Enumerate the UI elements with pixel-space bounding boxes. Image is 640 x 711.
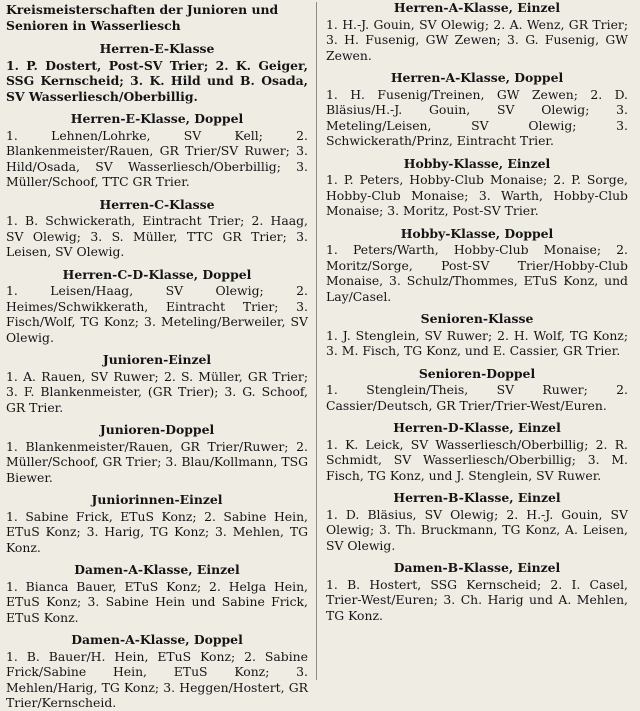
section-heading: Herren-B-Klasse, Einzel: [393, 490, 561, 505]
section-results: 1. P. Peters, Hobby-Club Monaise; 2. P. Sorge, Hobby-Club Monaise; 3. Warth, Hobby-Club Monaise; 3. Moritz, Post-SV Trier.: [326, 172, 628, 218]
results-section: [326, 311, 628, 359]
section-heading: Junioren-Doppel: [99, 422, 215, 437]
results-section: [6, 492, 308, 555]
column-divider: [316, 2, 317, 680]
results-section: [326, 490, 628, 553]
section-heading: Herren-A-Klasse, Einzel: [393, 0, 561, 15]
results-section: [326, 0, 628, 63]
results-section: [6, 41, 308, 104]
section-results: 1. Stenglein/Theis, SV Ruwer; 2. Cassier/Deutsch, GR Trier/Trier-West/Euren.: [326, 382, 628, 413]
section-results: 1. P. Dostert, Post-SV Trier; 2. K. Geiger, SSG Kernscheid; 3. K. Hild und B. Osada, SV Wasserliesch/Oberbillig.: [6, 57, 308, 104]
section-results: 1. B. Bauer/H. Hein, ETuS Konz; 2. Sabine Frick/Sabine Hein, ETuS Konz; 3. Mehlen/Harig, TG Konz; 3. Heggen/Hostert, GR Trier/Kernscheid.: [6, 648, 308, 710]
section-heading: Hobby-Klasse, Einzel: [403, 155, 551, 171]
right-column: [326, 0, 628, 682]
section-heading: Juniorinnen-Einzel: [91, 492, 223, 507]
section-results: 1. B. Hostert, SSG Kernscheid; 2. I. Casel, Trier-West/Euren; 3. Ch. Harig und A. Mehlen, TG Konz.: [326, 576, 628, 623]
results-section: [326, 70, 628, 149]
left-column: [6, 0, 308, 710]
section-results: 1. Peters/Warth, Hobby-Club Monaise; 2. Moritz/Sorge, Post-SV Trier/Hobby-Club Monaise, 3. Schulz/Thommes, ETuS Konz, und Lay/Casel.: [326, 242, 628, 304]
results-section: [326, 156, 628, 219]
results-section: [6, 352, 308, 415]
section-heading: Herren-E-Klasse, Doppel: [70, 111, 244, 126]
section-heading: Senioren-Doppel: [418, 365, 536, 381]
section-results: 1. J. Stenglein, SV Ruwer; 2. H. Wolf, TG Konz; 3. M. Fisch, TG Konz, und E. Cassier, GR Trier.: [326, 327, 628, 358]
section-heading: Damen-A-Klasse, Doppel: [71, 632, 243, 647]
section-heading: Herren-D-Klasse, Einzel: [393, 420, 561, 435]
section-results: 1. K. Leick, SV Wasserliesch/Oberbillig; 2. R. Schmidt, SV Wasserliesch/Oberbillig; 3. M. Fisch, TG Konz, und J. Stenglein, SV Ruwer.: [326, 436, 628, 483]
section-heading: Damen-A-Klasse, Einzel: [74, 562, 240, 577]
results-section: [6, 422, 308, 485]
section-results: 1. Leisen/Haag, SV Olewig; 2. Heimes/Schwikkerath, Eintracht Trier; 3. Fisch/Wolf, TG Konz; 3. Meteling/Berweiler, SV Olewig.: [6, 283, 308, 345]
article-intro: Kreismeisterschaften der Junioren und Senioren in Wasserliesch: [6, 2, 279, 33]
results-section: [326, 226, 628, 305]
section-heading: Damen-B-Klasse, Einzel: [393, 560, 561, 575]
section-heading: Herren-C-Klasse: [99, 196, 215, 212]
results-section: [6, 562, 308, 625]
section-results: 1. Sabine Frick, ETuS Konz; 2. Sabine Hein, ETuS Konz; 3. Harig, TG Konz; 3. Mehlen, TG Konz.: [6, 508, 308, 555]
section-heading: Junioren-Einzel: [102, 352, 212, 367]
section-results: 1. Bianca Bauer, ETuS Konz; 2. Helga Hein, ETuS Konz; 3. Sabine Hein und Sabine Frick, ETuS Konz.: [6, 578, 308, 625]
section-results: 1. H.-J. Gouin, SV Olewig; 2. A. Wenz, GR Trier; 3. H. Fusenig, GW Zewen; 3. G. Fusenig, GW Zewen.: [326, 16, 628, 63]
section-results: 1. D. Bläsius, SV Olewig; 2. H.-J. Gouin, SV Olewig; 3. Th. Bruckmann, TG Konz, A. Leisen, SV Olewig.: [326, 506, 628, 553]
section-results: 1. H. Fusenig/Treinen, GW Zewen; 2. D. Bläsius/H.-J. Gouin, SV Olewig; 3. Meteling/Leisen, SV Olewig; 3. Schwickerath/Prinz, Eintracht Trier.: [326, 86, 628, 148]
results-section: [326, 420, 628, 483]
results-section: [6, 111, 308, 190]
results-section: [6, 632, 308, 711]
section-heading: Hobby-Klasse, Doppel: [400, 225, 554, 241]
section-heading: Herren-A-Klasse, Doppel: [390, 70, 564, 85]
section-heading: Herren-E-Klasse: [99, 41, 215, 56]
section-results: 1. B. Schwickerath, Eintracht Trier; 2. Haag, SV Olewig; 3. S. Müller, TTC GR Trier; 3. Leisen, SV Olewig.: [6, 213, 308, 259]
section-heading: Senioren-Klasse: [420, 311, 534, 326]
results-section: [6, 197, 308, 260]
section-results: 1. Lehnen/Lohrke, SV Kell; 2. Blankenmeister/Rauen, GR Trier/SV Ruwer; 3. Hild/Osada, SV Wasserliesch/Oberbillig; 3. Müller/Schoof, TTC GR Trier.: [6, 127, 308, 189]
results-section: [326, 366, 628, 414]
results-section: [6, 267, 308, 346]
section-results: 1. A. Rauen, SV Ruwer; 2. S. Müller, GR Trier; 3. F. Blankenmeister, (GR Trier); 3. G. Schoof, GR Trier.: [6, 368, 308, 415]
section-results: 1. Blankenmeister/Rauen, GR Trier/Ruwer; 2. Müller/Schoof, GR Trier; 3. Blau/Kollmann, TSG Biewer.: [6, 438, 308, 485]
section-heading: Herren-C-D-Klasse, Doppel: [62, 266, 252, 282]
results-section: [326, 560, 628, 623]
